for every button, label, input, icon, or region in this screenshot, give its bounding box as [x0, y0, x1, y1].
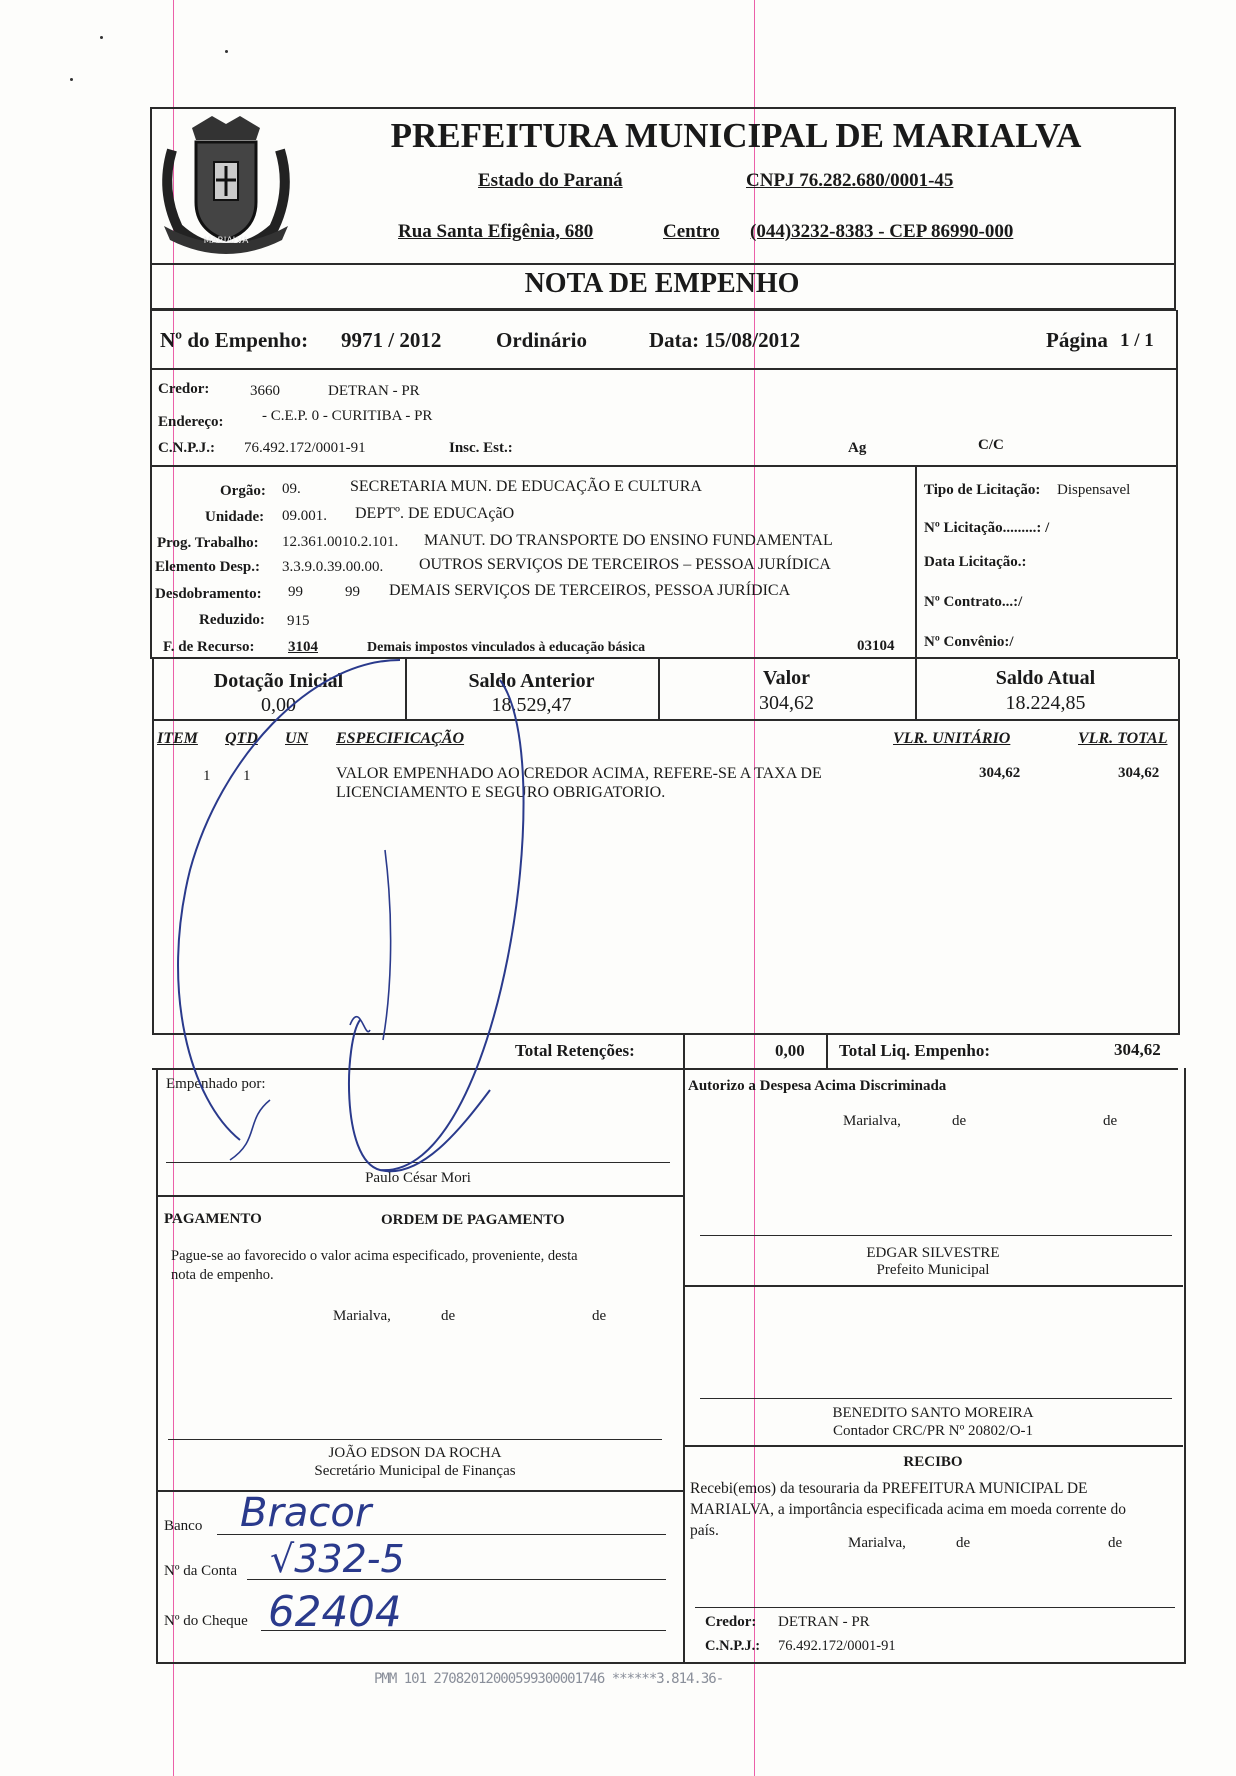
col-un: UN: [285, 730, 309, 747]
conta-label: Nº da Conta: [164, 1563, 237, 1579]
saldo-anterior-label: Saldo Anterior: [468, 670, 595, 692]
header-district: Centro: [663, 221, 720, 242]
dotacao-label: Dotação Inicial: [213, 670, 344, 692]
footer-code: PMM 101 27082012000599300001746 ******3.814.36-: [374, 1671, 724, 1687]
cheque-label: Nº do Cheque: [164, 1613, 248, 1629]
orgao-code: 09.: [282, 481, 301, 497]
desdob-code1: 99: [288, 584, 303, 600]
item-total-value: 304,62: [1118, 765, 1160, 781]
empenho-date: Data: 15/08/2012: [649, 328, 801, 352]
ag-label: Ag: [848, 440, 867, 456]
col-espec: ESPECIFICAÇÃO: [336, 730, 465, 747]
page-label: Página: [1046, 328, 1108, 352]
totais-divider-1: [683, 1033, 685, 1069]
prefeito-bottom: [683, 1285, 1183, 1287]
totais-top: [152, 1033, 1178, 1035]
contador-name: BENEDITO SANTO MOREIRA: [832, 1405, 1034, 1421]
reduzido-value: 915: [287, 613, 310, 629]
speck: [100, 36, 103, 39]
numero-licitacao: Nº Licitação.........: /: [924, 520, 1050, 536]
item-desc-line1: VALOR EMPENHADO AO CREDOR ACIMA, REFERE-SE A TAXA DE: [336, 765, 822, 782]
saldo-atual-value: 18.224,85: [1005, 692, 1086, 714]
pagamento-de1: de: [441, 1308, 456, 1324]
data-licitacao: Data Licitação.:: [924, 554, 1027, 570]
city-crest-icon: [152, 110, 300, 260]
autorizo-de2: de: [1103, 1113, 1118, 1129]
prog-desc: MANUT. DO TRANSPORTE DO ENSINO FUNDAMENTAL: [424, 532, 833, 549]
prog-label: Prog. Trabalho:: [157, 535, 259, 551]
endereco-value: - C.E.P. 0 - CURITIBA - PR: [262, 408, 433, 424]
recibo-credor-label: Credor:: [705, 1614, 757, 1630]
licitacao-divider: [915, 467, 917, 657]
recibo-de2: de: [1108, 1535, 1123, 1551]
contador-bottom: [683, 1445, 1183, 1447]
valor-label: Valor: [762, 667, 811, 689]
speck: [70, 78, 73, 81]
autorizo-city: Marialva,: [843, 1113, 901, 1129]
reduzido-label: Reduzido:: [199, 612, 265, 628]
recibo-credor: DETRAN - PR: [778, 1614, 870, 1630]
banco-handwritten: Bracor: [240, 1490, 372, 1536]
recibo-text-line1: Recebi(emos) da tesouraria da PREFEITURA MUNICIPAL DE: [690, 1480, 1088, 1497]
item-unit-value: 304,62: [979, 765, 1021, 781]
desdob-label: Desdobramento:: [155, 586, 262, 602]
col-unit: VLR. UNITÁRIO: [893, 730, 1011, 747]
endereco-label: Endereço:: [158, 414, 224, 430]
banco-label: Banco: [164, 1518, 203, 1534]
pagamento-text-line1: Pague-se ao favorecido o valor acima especificado, proveniente, desta: [171, 1248, 578, 1264]
recurso-num: 03104: [857, 638, 895, 654]
col-total: VLR. TOTAL: [1078, 730, 1168, 747]
empenhado-name: Paulo César Mori: [365, 1170, 471, 1186]
header-state: Estado do Paraná: [478, 170, 623, 191]
liq-empenho-label: Total Liq. Empenho:: [839, 1041, 990, 1060]
col-item: ITEM: [157, 730, 198, 747]
elemento-desc: OUTROS SERVIÇOS DE TERCEIROS – PESSOA JURÍDICA: [419, 556, 831, 573]
contador-role: Contador CRC/PR Nº 20802/O-1: [832, 1423, 1034, 1439]
retencoes-value: 0,00: [775, 1041, 805, 1060]
secretario-name: JOÃO EDSON DA ROCHA: [328, 1445, 502, 1461]
desdob-desc: DEMAIS SERVIÇOS DE TERCEIROS, PESSOA JURÍDICA: [389, 582, 791, 599]
crest-text: MARIALVA: [203, 236, 249, 246]
signature-line-empenhado: [166, 1162, 670, 1163]
pagamento-de2: de: [592, 1308, 607, 1324]
totais-divider-2: [826, 1033, 828, 1069]
recibo-cnpj: 76.492.172/0001-91: [778, 1638, 896, 1654]
elemento-code: 3.3.9.0.39.00.00.: [282, 559, 384, 575]
tipo-licitacao-value: Dispensavel: [1057, 482, 1131, 498]
recibo-city: Marialva,: [848, 1535, 906, 1551]
ordem-pagamento-label: ORDEM DE PAGAMENTO: [381, 1212, 565, 1228]
header-divider: [150, 263, 1174, 265]
orgao-label: Orgão:: [220, 483, 266, 499]
unidade-desc: DEPTº. DE EDUCAçãO: [355, 505, 515, 522]
pagamento-bottom: [156, 1490, 684, 1492]
pagamento-text-line2: nota de empenho.: [171, 1267, 274, 1283]
recibo-signature-line: [695, 1607, 1175, 1608]
header-address: Rua Santa Efigênia, 680: [398, 221, 594, 242]
recibo-text-line3: país.: [690, 1522, 719, 1539]
empenhado-label: Empenhado por:: [166, 1076, 266, 1092]
recurso-code: 3104: [288, 639, 318, 655]
valor-value: 304,62: [759, 692, 814, 714]
recurso-desc: Demais impostos vinculados à educação básica: [367, 640, 646, 655]
pagamento-label: PAGAMENTO: [164, 1211, 262, 1227]
autorizo-de1: de: [952, 1113, 967, 1129]
elemento-label: Elemento Desp.:: [155, 559, 260, 575]
header-cnpj: CNPJ 76.282.680/0001-45: [746, 170, 954, 191]
empenho-label: Nº do Empenho:: [160, 328, 309, 352]
saldo-atual-label: Saldo Atual: [995, 667, 1096, 689]
signature-line-contador: [700, 1398, 1172, 1399]
item-desc-line2: LICENCIAMENTO E SEGURO OBRIGATORIO.: [336, 784, 666, 801]
secretario-role: Secretário Municipal de Finanças: [314, 1463, 516, 1479]
cheque-handwritten: 62404: [268, 1587, 402, 1636]
desdob-code2: 99: [345, 584, 360, 600]
empenho-type: Ordinário: [496, 328, 588, 352]
header-phone-cep: (044)3232-8383 - CEP 86990-000: [750, 221, 1014, 242]
unidade-label: Unidade:: [205, 509, 265, 525]
retencoes-label: Total Retenções:: [515, 1041, 635, 1060]
empenho-number: 9971 / 2012: [341, 328, 442, 352]
lower-divider: [683, 1068, 685, 1662]
speck: [225, 50, 228, 53]
autorizo-label: Autorizo a Despesa Acima Discriminada: [688, 1078, 947, 1094]
recibo-de1: de: [956, 1535, 971, 1551]
page-number: 1 / 1: [1120, 330, 1154, 351]
cc-label: C/C: [978, 437, 1004, 453]
recibo-label: RECIBO: [903, 1454, 963, 1470]
liq-empenho-value: 304,62: [1114, 1040, 1161, 1059]
recibo-text-line2: MARIALVA, a importância especificada acima em moeda corrente do: [690, 1501, 1126, 1518]
conta-handwritten: √332-5: [270, 1537, 405, 1581]
item-qtd: 1: [243, 768, 251, 784]
prog-code: 12.361.0010.2.101.: [282, 534, 399, 550]
cnpj-value: 76.492.172/0001-91: [244, 440, 366, 456]
tipo-licitacao-label: Tipo de Licitação:: [924, 482, 1041, 498]
saldo-anterior-value: 18.529,47: [491, 694, 572, 716]
dotacao-value: 0,00: [261, 694, 296, 716]
orgao-desc: SECRETARIA MUN. DE EDUCAÇÃO E CULTURA: [350, 478, 702, 495]
col-qtd: QTD: [225, 730, 258, 747]
recurso-label: F. de Recurso:: [163, 639, 255, 655]
item-number: 1: [203, 768, 211, 784]
prefeito-role: Prefeito Municipal: [876, 1262, 990, 1278]
pagamento-city: Marialva,: [333, 1308, 391, 1324]
credor-name: DETRAN - PR: [328, 383, 420, 399]
doc-title: NOTA DE EMPENHO: [524, 268, 800, 299]
numero-convenio: Nº Convênio:/: [924, 634, 1014, 650]
insc-label: Insc. Est.:: [449, 440, 513, 456]
cnpj-label: C.N.P.J.:: [158, 440, 215, 456]
numero-contrato: Nº Contrato...:/: [924, 594, 1023, 610]
unidade-code: 09.001.: [282, 508, 327, 524]
credor-code: 3660: [250, 383, 280, 399]
credor-label: Credor:: [158, 381, 210, 397]
empenhado-bottom: [156, 1195, 684, 1197]
signature-line-secretario: [168, 1439, 662, 1440]
signature-line-prefeito: [700, 1235, 1172, 1236]
header-title: PREFEITURA MUNICIPAL DE MARIALVA: [390, 116, 1082, 155]
recibo-cnpj-label: C.N.P.J.:: [705, 1638, 761, 1654]
prefeito-name: EDGAR SILVESTRE: [866, 1245, 1000, 1261]
